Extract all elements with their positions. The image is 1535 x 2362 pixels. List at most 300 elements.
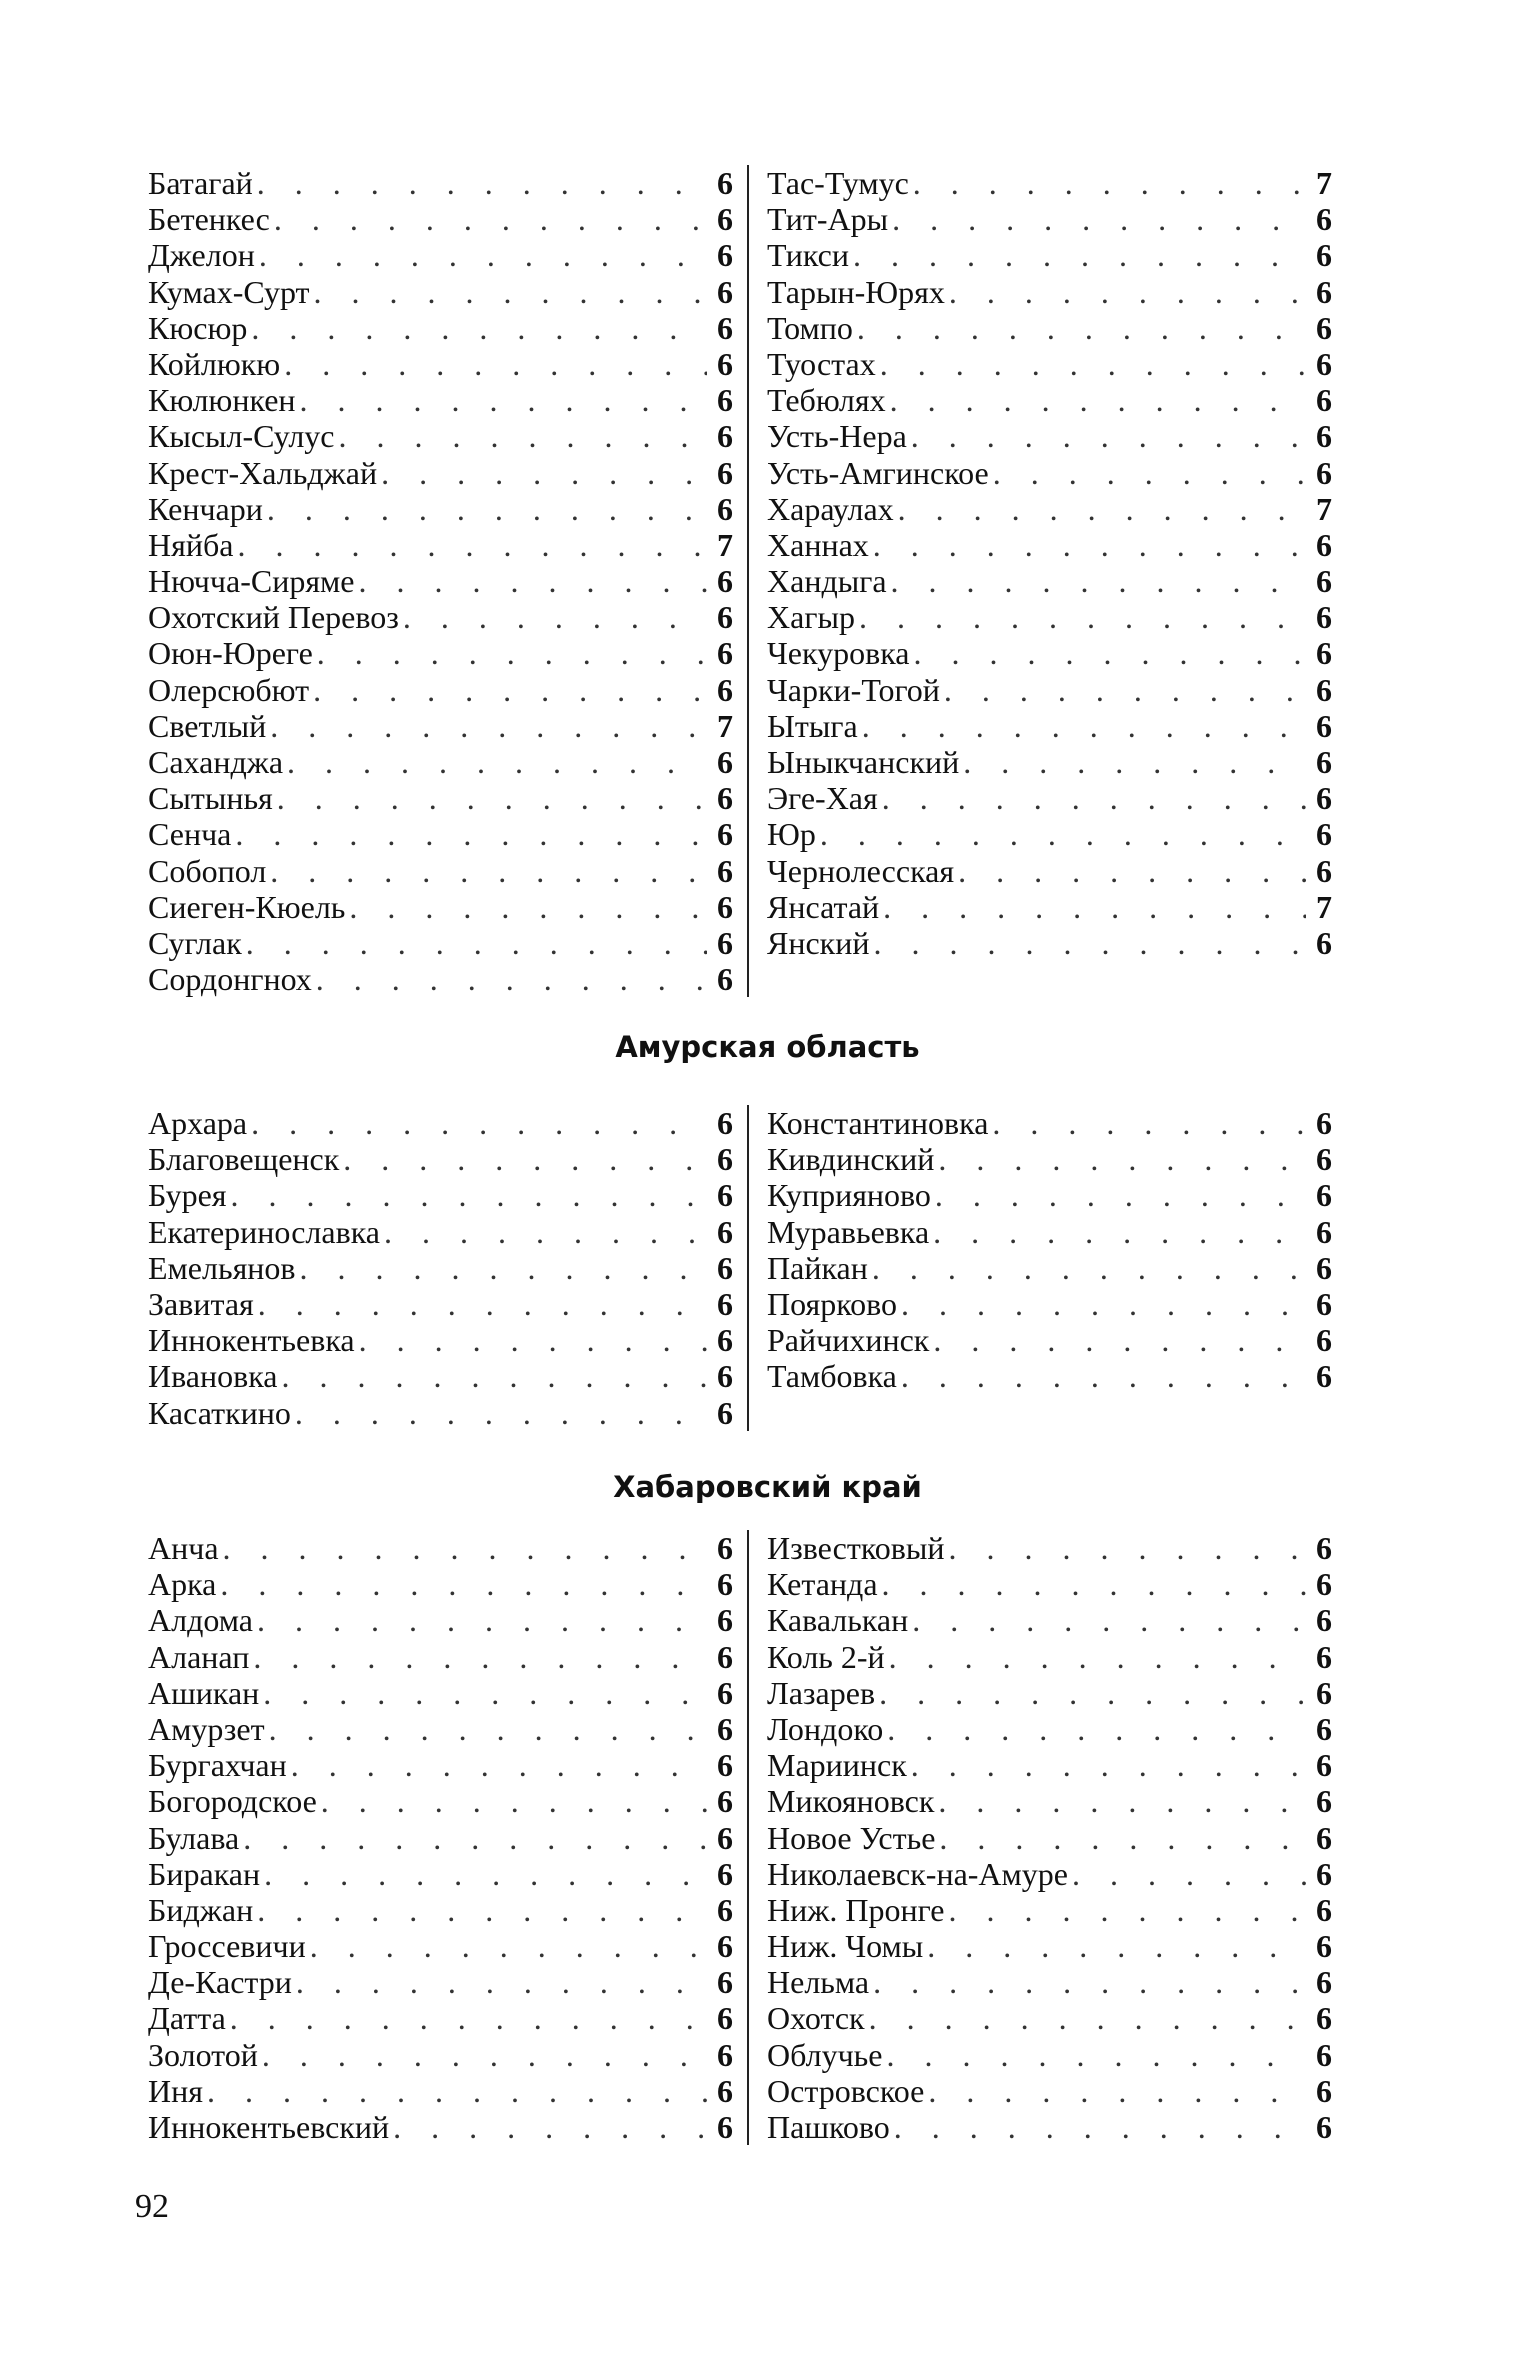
list-item [767, 237, 1332, 273]
dot-leader [314, 274, 707, 310]
dot-leader [291, 1747, 707, 1783]
place-value: 6 [717, 1602, 733, 1639]
list-item [767, 853, 1332, 889]
dot-leader [820, 816, 1306, 852]
place-value: 6 [1316, 1249, 1332, 1286]
list-item [148, 635, 733, 671]
place-name: Нельма [767, 1964, 870, 2001]
list-item [148, 1964, 733, 2000]
place-value: 6 [1316, 345, 1332, 382]
place-name: Олерсюбют [148, 671, 310, 708]
section-3-right-column [749, 1530, 1332, 2145]
place-value: 6 [717, 2036, 733, 2073]
dot-leader [235, 816, 707, 852]
place-value: 7 [717, 526, 733, 563]
list-item [148, 274, 733, 310]
place-name: Иннокентьевка [148, 1322, 355, 1359]
place-value: 6 [1316, 852, 1332, 889]
place-name: Хандыга [767, 563, 887, 600]
place-name: Биджан [148, 1891, 254, 1928]
list-item [767, 165, 1332, 201]
place-value: 6 [1316, 924, 1332, 961]
place-value: 6 [717, 1177, 733, 1214]
dot-leader [883, 889, 1306, 925]
place-name: Куприяново [767, 1177, 931, 1214]
place-value: 6 [1316, 1322, 1332, 1359]
place-name: Хараулах [767, 490, 894, 527]
section-1-right-column [749, 165, 1332, 997]
place-value: 6 [1316, 1819, 1332, 1856]
place-name: Ытыга [767, 707, 858, 744]
place-value: 6 [717, 309, 733, 346]
place-name: Сенча [148, 816, 232, 853]
place-name: Эге-Хая [767, 780, 878, 817]
dot-leader [949, 1530, 1306, 1566]
place-value: 6 [717, 563, 733, 600]
place-value: 6 [717, 1213, 733, 1250]
dot-leader [287, 744, 707, 780]
place-name: Кысыл-Сулус [148, 418, 335, 455]
list-item [767, 1530, 1332, 1566]
place-value: 6 [717, 924, 733, 961]
place-value: 6 [717, 1322, 733, 1359]
place-value: 6 [1316, 1105, 1332, 1141]
list-item [148, 1105, 733, 1141]
list-item [148, 1892, 733, 1928]
dot-leader [938, 1141, 1306, 1177]
list-item [148, 1856, 733, 1892]
list-item [767, 2073, 1332, 2109]
dot-leader [338, 418, 707, 454]
list-item [767, 672, 1332, 708]
place-value: 6 [1316, 1213, 1332, 1250]
dot-leader [948, 1892, 1306, 1928]
dot-leader [267, 491, 707, 527]
dot-leader [317, 635, 707, 671]
dot-leader [253, 1639, 707, 1675]
list-item [148, 853, 733, 889]
place-name: Иннокентьевский [148, 2109, 390, 2145]
list-item [767, 1747, 1332, 1783]
list-item [148, 1286, 733, 1322]
list-item [148, 1711, 733, 1747]
section-2-right-column [749, 1105, 1332, 1431]
list-item [148, 2037, 733, 2073]
place-name: Джелон [148, 237, 255, 274]
list-item [148, 780, 733, 816]
list-item [767, 925, 1332, 961]
list-item [148, 1530, 733, 1566]
list-item [148, 527, 733, 563]
list-item [767, 1602, 1332, 1638]
place-value: 6 [717, 744, 733, 780]
list-item [148, 925, 733, 961]
place-value: 6 [717, 816, 733, 853]
dot-leader [321, 1783, 707, 1819]
dot-leader [890, 382, 1306, 418]
place-value: 7 [1316, 165, 1332, 201]
place-value: 6 [717, 1855, 733, 1892]
dot-leader [933, 1214, 1306, 1250]
place-name: Ивановка [148, 1358, 278, 1395]
list-item [148, 563, 733, 599]
place-value: 6 [717, 1928, 733, 1965]
place-name: Кенчари [148, 490, 263, 527]
list-item [148, 1322, 733, 1358]
place-value: 6 [1316, 1566, 1332, 1603]
list-item [767, 1566, 1332, 1602]
place-value: 6 [717, 852, 733, 889]
dot-leader [901, 1358, 1306, 1394]
list-item [767, 310, 1332, 346]
list-item [767, 1928, 1332, 1964]
dot-leader [873, 925, 1306, 961]
list-item [767, 780, 1332, 816]
dot-leader [359, 1322, 707, 1358]
place-name: Батагай [148, 165, 253, 201]
place-value: 6 [1316, 1358, 1332, 1395]
place-value: 6 [1316, 635, 1332, 672]
dot-leader [1072, 1856, 1306, 1892]
dot-leader [384, 1214, 707, 1250]
list-item [148, 889, 733, 925]
dot-leader [862, 708, 1306, 744]
place-name: Бетенкес [148, 201, 270, 238]
list-item [767, 1675, 1332, 1711]
dot-leader [939, 1820, 1306, 1856]
place-value: 6 [717, 201, 733, 238]
list-item [148, 2109, 733, 2145]
place-name: Ашикан [148, 1674, 260, 1711]
place-name: Нючча-Сиряме [148, 563, 355, 600]
place-name: Юр [767, 816, 816, 853]
list-item [148, 1820, 733, 1856]
dot-leader [270, 853, 707, 889]
dot-leader [894, 2109, 1306, 2145]
place-value: 6 [717, 165, 733, 201]
section-1-left-column [148, 165, 749, 997]
place-value: 6 [717, 635, 733, 672]
place-name: Микояновск [767, 1783, 935, 1820]
place-value: 6 [717, 418, 733, 455]
place-value: 6 [1316, 2000, 1332, 2037]
list-item [148, 455, 733, 491]
place-name: Сытынья [148, 780, 273, 817]
place-name: Муравьевка [767, 1213, 930, 1250]
place-value: 6 [1316, 2036, 1332, 2073]
dot-leader [892, 201, 1306, 237]
place-value: 6 [717, 1394, 733, 1431]
place-value: 6 [1316, 1855, 1332, 1892]
place-name: Янсатай [767, 888, 880, 925]
dot-leader [310, 1928, 707, 1964]
list-item [148, 708, 733, 744]
place-name: Новое Устье [767, 1819, 936, 1856]
dot-leader [911, 418, 1306, 454]
page-number: 92 [135, 2188, 169, 2225]
place-name: Тарын-Юрях [767, 273, 945, 310]
list-item [767, 1177, 1332, 1213]
place-value: 6 [1316, 1602, 1332, 1639]
dot-leader [992, 1105, 1306, 1141]
place-value: 6 [717, 490, 733, 527]
place-value: 7 [717, 707, 733, 744]
place-value: 6 [1316, 1783, 1332, 1820]
place-name: Облучье [767, 2036, 883, 2073]
place-name: Островское [767, 2072, 925, 2109]
place-name: Кумах-Сурт [148, 273, 310, 310]
list-item [767, 889, 1332, 925]
place-name: Арка [148, 1566, 217, 1603]
place-name: Суглак [148, 924, 242, 961]
dot-leader [873, 1964, 1306, 2000]
list-item [767, 1214, 1332, 1250]
dot-leader [944, 672, 1306, 708]
list-item [767, 1783, 1332, 1819]
dot-leader [872, 1250, 1306, 1286]
place-value: 6 [1316, 309, 1332, 346]
list-item [767, 1141, 1332, 1177]
place-name: Охотск [767, 2000, 865, 2037]
dot-leader [207, 2073, 707, 2109]
place-name: Мариинск [767, 1747, 907, 1784]
dot-leader [912, 1602, 1306, 1638]
place-value: 6 [1316, 1928, 1332, 1965]
place-name: Крест-Хальджай [148, 454, 378, 491]
list-item [767, 599, 1332, 635]
section-1-block [148, 165, 1332, 997]
dot-leader [358, 563, 707, 599]
place-name: Бургахчан [148, 1747, 287, 1784]
dot-leader [259, 237, 707, 273]
dot-leader [873, 527, 1306, 563]
place-name: Благовещенск [148, 1141, 340, 1178]
place-value: 6 [1316, 563, 1332, 600]
dot-leader [853, 237, 1306, 273]
place-name: Чекуровка [767, 635, 910, 672]
dot-leader [880, 346, 1306, 382]
place-name: Ниж. Пронге [767, 1891, 945, 1928]
list-item [148, 1602, 733, 1638]
dot-leader [300, 382, 707, 418]
dot-leader [300, 1250, 707, 1286]
place-value: 6 [1316, 1141, 1332, 1178]
list-item [148, 1214, 733, 1250]
dot-leader [257, 1602, 707, 1638]
place-value: 7 [1316, 490, 1332, 527]
place-value: 6 [1316, 1891, 1332, 1928]
dot-leader [938, 1783, 1306, 1819]
place-name: Константиновка [767, 1105, 989, 1141]
list-item [767, 346, 1332, 382]
place-name: Оюн-Юреге [148, 635, 313, 672]
list-item [148, 1639, 733, 1675]
list-item [767, 1820, 1332, 1856]
list-item [767, 418, 1332, 454]
place-value: 6 [1316, 1710, 1332, 1747]
dot-leader [316, 961, 707, 997]
place-value: 6 [717, 273, 733, 310]
place-value: 6 [717, 1964, 733, 2001]
dot-leader [381, 455, 707, 491]
place-name: Янский [767, 924, 870, 961]
place-value: 6 [717, 382, 733, 419]
place-name: Пашково [767, 2109, 890, 2145]
place-value: 6 [717, 1891, 733, 1928]
place-value: 6 [717, 1747, 733, 1784]
place-name: Известковый [767, 1530, 945, 1566]
list-item [148, 1177, 733, 1213]
place-name: Кюсюр [148, 309, 248, 346]
place-value: 6 [1316, 382, 1332, 419]
place-name: Саханджа [148, 744, 284, 780]
list-item [767, 1711, 1332, 1747]
place-name: Амурзет [148, 1710, 265, 1747]
place-value: 6 [1316, 454, 1332, 491]
dot-leader [857, 310, 1306, 346]
place-value: 6 [1316, 816, 1332, 853]
place-name: Сордонгнох [148, 961, 312, 998]
place-name: Николаевск-на-Амуре [767, 1855, 1068, 1892]
place-value: 6 [717, 888, 733, 925]
list-item [767, 1856, 1332, 1892]
dot-leader [296, 1964, 707, 2000]
place-value: 6 [1316, 1530, 1332, 1566]
place-value: 6 [1316, 237, 1332, 274]
place-value: 6 [1316, 201, 1332, 238]
dot-leader [963, 744, 1306, 780]
list-item [148, 1783, 733, 1819]
list-item [767, 274, 1332, 310]
dot-leader [257, 1892, 707, 1928]
place-value: 6 [1316, 1638, 1332, 1675]
place-name: Завитая [148, 1285, 254, 1322]
place-name: Няйба [148, 526, 234, 563]
list-item [148, 2000, 733, 2036]
dot-leader [911, 1747, 1306, 1783]
list-item [767, 491, 1332, 527]
place-value: 6 [717, 671, 733, 708]
dot-leader [928, 2073, 1306, 2109]
place-value: 6 [717, 780, 733, 817]
place-value: 6 [1316, 1747, 1332, 1784]
list-item [148, 310, 733, 346]
dot-leader [898, 491, 1306, 527]
dot-leader [349, 889, 707, 925]
list-item [767, 744, 1332, 780]
place-value: 6 [717, 1674, 733, 1711]
place-value: 6 [717, 2109, 733, 2145]
place-name: Богородское [148, 1783, 317, 1820]
list-item [148, 1675, 733, 1711]
list-item [767, 1322, 1332, 1358]
place-value: 6 [717, 2000, 733, 2037]
place-value: 6 [717, 1358, 733, 1395]
list-item [148, 1395, 733, 1431]
list-item [767, 2000, 1332, 2036]
list-item [148, 1566, 733, 1602]
place-name: Кавалькан [767, 1602, 909, 1639]
list-item [767, 816, 1332, 852]
place-value: 6 [1316, 671, 1332, 708]
place-name: Бурея [148, 1177, 227, 1214]
dot-leader [869, 2000, 1306, 2036]
place-name: Де-Кастри [148, 1964, 292, 2001]
place-name: Сиеген-Кюель [148, 888, 346, 925]
place-value: 6 [1316, 418, 1332, 455]
place-value: 6 [717, 1530, 733, 1566]
dot-leader [231, 1177, 708, 1213]
place-name: Ханнах [767, 526, 869, 563]
dot-leader [993, 455, 1306, 491]
place-name: Кюлюнкен [148, 382, 296, 419]
place-name: Чарки-Тогой [767, 671, 940, 708]
dot-leader [935, 1177, 1306, 1213]
place-name: Райчихинск [767, 1322, 930, 1359]
dot-leader [886, 2037, 1306, 2073]
section-heading-khabarovsk: Хабаровский край [613, 1470, 922, 1504]
place-name: Тебюлях [767, 382, 886, 419]
place-value: 6 [717, 1566, 733, 1603]
place-value: 6 [717, 1638, 733, 1675]
dot-leader [913, 635, 1306, 671]
dot-leader [949, 274, 1306, 310]
place-name: Светлый [148, 707, 267, 744]
list-item [148, 1358, 733, 1394]
place-name: Туостах [767, 345, 876, 382]
place-value: 6 [1316, 780, 1332, 817]
dot-leader [230, 2000, 707, 2036]
dot-leader [251, 1105, 707, 1141]
place-name: Поярково [767, 1285, 898, 1322]
dot-leader [313, 672, 707, 708]
dot-leader [295, 1395, 707, 1431]
dot-leader [927, 1928, 1306, 1964]
place-name: Емельянов [148, 1249, 296, 1286]
section-2-left-column [148, 1105, 749, 1431]
list-item [767, 527, 1332, 563]
place-name: Биракан [148, 1855, 261, 1892]
place-name: Лондоко [767, 1710, 884, 1747]
list-item [767, 455, 1332, 491]
dot-leader [958, 853, 1306, 889]
place-name: Пайкан [767, 1249, 868, 1286]
list-item [767, 1964, 1332, 2000]
dot-leader [277, 780, 707, 816]
place-name: Охотский Перевоз [148, 599, 399, 636]
section-3-left-column [148, 1530, 749, 2145]
place-name: Усть-Нера [767, 418, 907, 455]
place-value: 6 [717, 599, 733, 636]
dot-leader [282, 1358, 708, 1394]
dot-leader [393, 2109, 707, 2145]
dot-leader [913, 165, 1306, 201]
list-item [767, 1639, 1332, 1675]
dot-leader [933, 1322, 1306, 1358]
place-name: Усть-Амгинское [767, 454, 989, 491]
place-value: 6 [1316, 599, 1332, 636]
list-item [767, 1892, 1332, 1928]
place-name: Тас-Тумус [767, 165, 909, 201]
place-value: 6 [717, 237, 733, 274]
place-value: 6 [1316, 744, 1332, 780]
list-item [767, 563, 1332, 599]
place-name: Касаткино [148, 1394, 291, 1431]
place-value: 6 [1316, 707, 1332, 744]
list-item [148, 491, 733, 527]
place-name: Анча [148, 1530, 219, 1566]
place-name: Золотой [148, 2036, 258, 2073]
